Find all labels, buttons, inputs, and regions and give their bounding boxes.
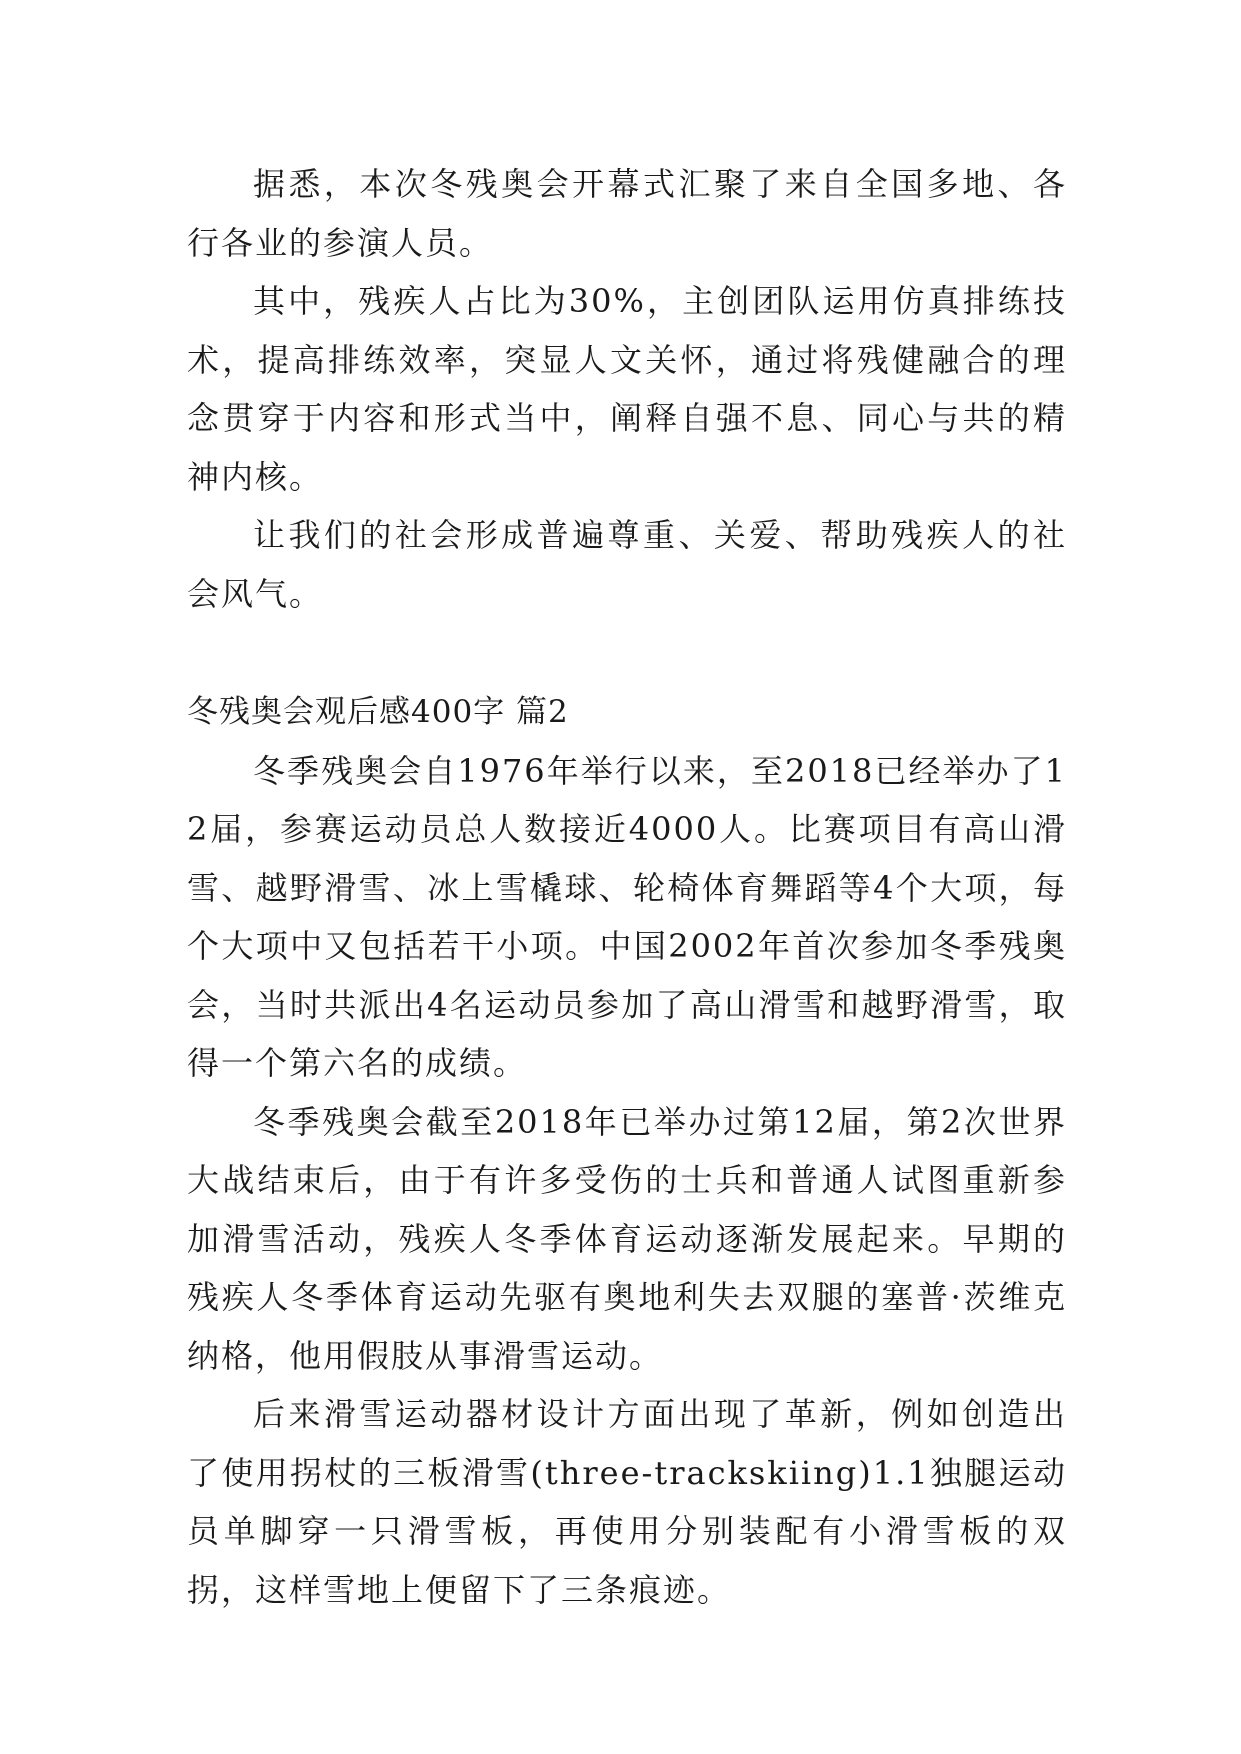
document-body — [187, 155, 1067, 1619]
section-heading: 冬残奥会观后感400字 篇2 — [187, 694, 569, 730]
paragraph-intro: 据悉，本次冬残奥会开幕式汇聚了来自全国多地、各行各业的参演人员。 — [187, 165, 1067, 262]
paragraph-equipment: 后来滑雪运动器材设计方面出现了革新，例如创造出了使用拐杖的三板滑雪(three-trackskiing)1.1独腿运动员单脚穿一只滑雪板，再使用分别装配有小滑雪板的双拐，这样雪地上便留下了三条痕迹。 — [187, 1395, 1067, 1609]
paragraph-history: 冬季残奥会自1976年举行以来，至2018已经举办了12届，参赛运动员总人数接近4000人。比赛项目有高山滑雪、越野滑雪、冰上雪橇球、轮椅体育舞蹈等4个大项，每个大项中又包括若干小项。中国2002年首次参加冬季残奥会，当时共派出4名运动员参加了高山滑雪和越野滑雪，取得一个第六名的成绩。 — [187, 751, 1067, 1082]
paragraph-social-respect: 让我们的社会形成普遍尊重、关爱、帮助残疾人的社会风气。 — [187, 516, 1067, 613]
paragraph-disabled-ratio: 其中，残疾人占比为30%，主创团队运用仿真排练技术，提高排练效率，突显人文关怀，通过将残健融合的理念贯穿于内容和形式当中，阐释自强不息、同心与共的精神内核。 — [187, 282, 1067, 496]
paragraph-origins: 冬季残奥会截至2018年已举办过第12届，第2次世界大战结束后，由于有许多受伤的士兵和普通人试图重新参加滑雪活动，残疾人冬季体育运动逐渐发展起来。早期的残疾人冬季体育运动先驱有奥地利失去双腿的塞普·茨维克纳格，他用假肢从事滑雪运动。 — [187, 1102, 1067, 1375]
